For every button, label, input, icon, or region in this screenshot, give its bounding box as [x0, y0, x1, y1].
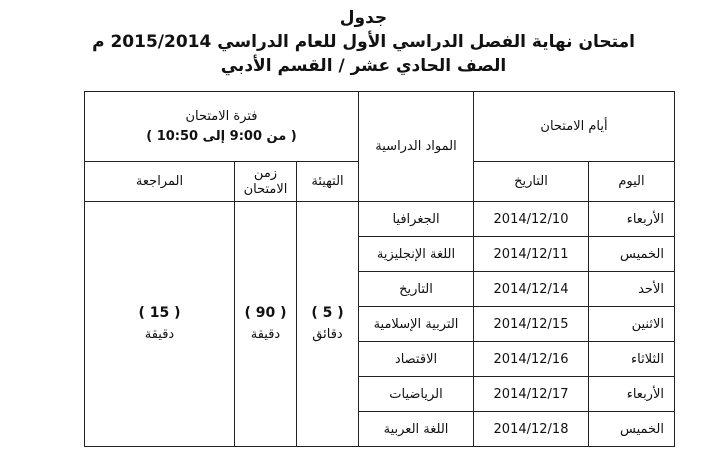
date-value: 2014/12/16 [493, 351, 569, 367]
header-subjects: المواد الدراسية [359, 92, 474, 202]
day-cell: الاثنين [589, 307, 675, 342]
date-value: 2014/12/11 [493, 246, 569, 262]
date-cell [474, 202, 589, 237]
period-time: ( من 9:00 إلى 10:50 ) [146, 128, 297, 144]
header-date: التاريخ [474, 162, 589, 202]
exam-duration-value: ( 90 ) [244, 305, 287, 321]
day-cell: الثلاثاء [589, 342, 675, 377]
prep-duration [297, 202, 359, 447]
day-cell: الخميس [589, 237, 675, 272]
table-row [85, 202, 675, 237]
prep-duration-value: ( 5 ) [311, 305, 344, 321]
date-cell [474, 377, 589, 412]
date-value: 2014/12/15 [493, 316, 569, 332]
exam-duration-unit: دقيقة [250, 327, 281, 342]
review-duration-value: ( 15 ) [138, 305, 181, 321]
day-cell: الأحد [589, 272, 675, 307]
exam-duration [235, 202, 297, 447]
header-exam-days: أيام الامتحان [474, 92, 675, 162]
subject-cell: التاريخ [359, 272, 474, 307]
review-duration [85, 202, 235, 447]
subject-cell: الجغرافيا [359, 202, 474, 237]
day-cell: الخميس [589, 412, 675, 447]
date-cell [474, 412, 589, 447]
doc-title: جدول [339, 8, 388, 28]
review-duration-unit: دقيقة [144, 327, 175, 342]
date-cell [474, 307, 589, 342]
subject-cell: اللغة الإنجليزية [359, 237, 474, 272]
period-title: فترة الامتحان [185, 108, 258, 124]
date-value: 2014/12/10 [493, 211, 569, 227]
header-exam-period [85, 92, 359, 162]
subject-cell: الرياضيات [359, 377, 474, 412]
header-review: المراجعة [85, 162, 235, 202]
date-value: 2014/12/18 [493, 421, 569, 437]
header-prep: التهيئة [297, 162, 359, 202]
date-cell [474, 272, 589, 307]
subject-cell: اللغة العربية [359, 412, 474, 447]
day-cell: الأربعاء [589, 202, 675, 237]
document-header [0, 6, 727, 78]
subject-cell: الاقتصاد [359, 342, 474, 377]
doc-subtitle: امتحان نهاية الفصل الدراسي الأول للعام الدراسي 2015/2014 م [92, 32, 635, 52]
subject-cell: التربية الإسلامية [359, 307, 474, 342]
date-cell [474, 342, 589, 377]
schedule-rows [85, 202, 675, 447]
date-value: 2014/12/17 [493, 386, 569, 402]
header-exam-time: زمن الامتحان [235, 162, 297, 202]
prep-duration-unit: دقائق [312, 327, 343, 342]
day-cell: الأربعاء [589, 377, 675, 412]
date-cell [474, 237, 589, 272]
header-day: اليوم [589, 162, 675, 202]
doc-class-line: الصف الحادي عشر / القسم الأدبي [220, 56, 507, 76]
exam-schedule-table [84, 91, 675, 447]
date-value: 2014/12/14 [493, 281, 569, 297]
